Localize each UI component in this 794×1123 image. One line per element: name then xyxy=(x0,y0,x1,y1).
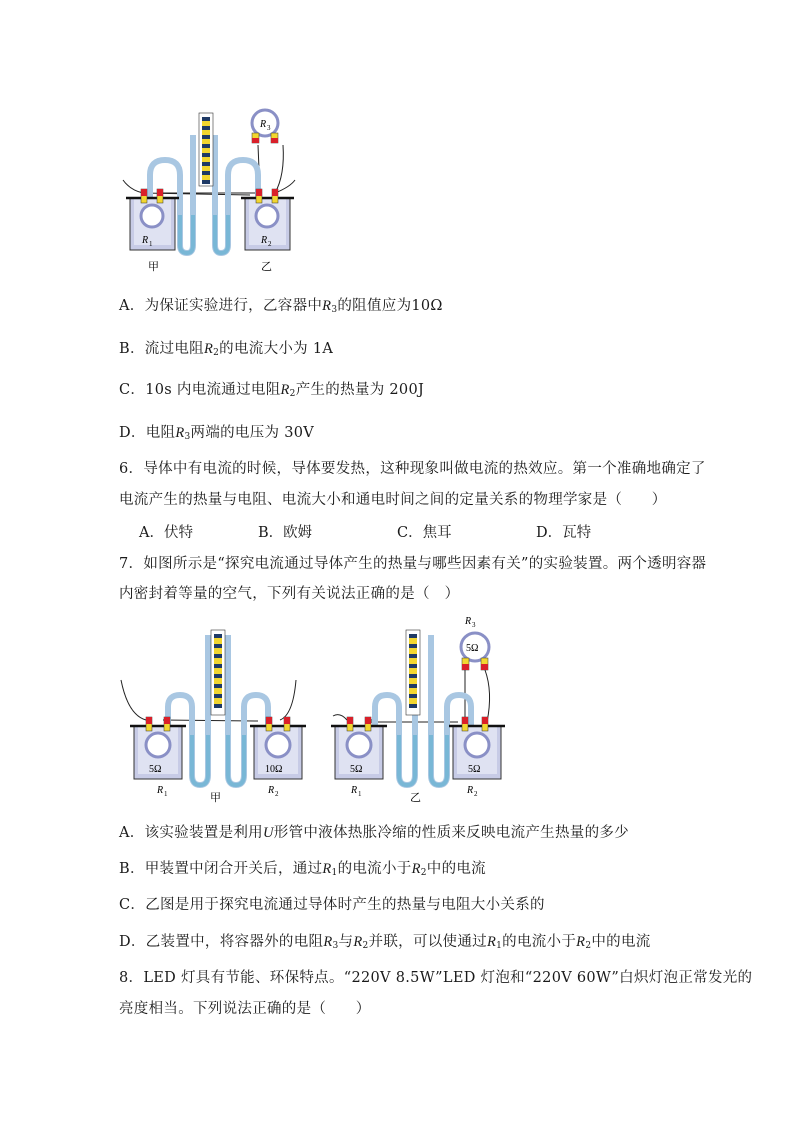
svg-text:R: R xyxy=(157,785,164,796)
fig7-jia-r2-value: 10Ω xyxy=(265,764,283,775)
q7-option-b: B．甲装置中闭合开关后，通过$R_1$的电流小于$R_2$中的电流 xyxy=(119,861,486,878)
q8-text-line1: 8．LED 灯具有节能、环保特点。“220V 8.5W”LED 灯泡和“220V 60W”白炽灯泡正常发光的 xyxy=(119,970,753,986)
q6-option-a: A．伏特 xyxy=(139,525,193,541)
q5-option-c: C．10s 内电流通过电阻$R_2$产生的热量为 200J xyxy=(119,382,425,399)
svg-text:R: R xyxy=(465,616,472,627)
svg-text:R: R xyxy=(268,785,275,796)
q6-text-line2: 电流产生的热量与电阻、电流大小和通电时间之间的定量关系的物理学家是（ ） xyxy=(119,492,667,508)
fig7-yi-r2-value: 5Ω xyxy=(468,764,481,775)
figure-7-yi xyxy=(325,612,505,807)
figure-7-jia xyxy=(118,625,313,805)
svg-text:2: 2 xyxy=(268,240,272,248)
svg-text:1: 1 xyxy=(358,790,362,798)
svg-text:2: 2 xyxy=(275,790,279,798)
svg-text:1: 1 xyxy=(164,790,168,798)
q7-option-c: C．乙图是用于探究电流通过导体时产生的热量与电阻大小关系的 xyxy=(119,897,545,913)
q5-option-d: D．电阻$R_3$两端的电压为 30V xyxy=(119,425,315,442)
svg-text:R: R xyxy=(142,235,149,246)
fig7-r3-value: 5Ω xyxy=(466,643,479,654)
svg-text:3: 3 xyxy=(267,124,271,132)
q6-option-d: D．瓦特 xyxy=(536,525,592,541)
q7-option-a: A．该实验装置是利用U形管中液体热胀冷缩的性质来反映电流产生热量的多少 xyxy=(119,825,629,841)
q7-option-d: D．乙装置中，将容器外的电阻$R_3$与$R_2$并联，可以使通过$R_1$的电流小于$R_2$中的电流 xyxy=(119,934,651,951)
svg-text:2: 2 xyxy=(474,790,478,798)
svg-text:甲: 甲 xyxy=(210,791,221,804)
svg-text:乙: 乙 xyxy=(410,791,421,804)
svg-text:甲: 甲 xyxy=(148,260,159,273)
q6-text-line1: 6．导体中有电流的时候，导体要发热，这种现象叫做电流的热效应。第一个准确地确定了 xyxy=(119,461,706,477)
q6-option-c: C．焦耳 xyxy=(397,525,452,541)
svg-text:R: R xyxy=(261,235,268,246)
fig7-jia-r1-value: 5Ω xyxy=(149,764,162,775)
q6-option-b: B．欧姆 xyxy=(258,525,313,541)
svg-text:乙: 乙 xyxy=(261,260,272,273)
svg-text:R: R xyxy=(467,785,474,796)
q7-text-line1: 7．如图所示是“探究电流通过导体产生的热量与哪些因素有关”的实验装置。两个透明容器 xyxy=(119,556,707,572)
svg-text:3: 3 xyxy=(472,621,476,629)
figure-1-experiment xyxy=(115,105,305,280)
svg-text:R: R xyxy=(351,785,358,796)
q5-option-b: B．流过电阻$R_2$的电流大小为 1A xyxy=(119,341,334,358)
q7-text-line2: 内密封着等量的空气，下列有关说法正确的是（ ） xyxy=(119,586,460,602)
fig7-yi-r1-value: 5Ω xyxy=(350,764,363,775)
q8-text-line2: 亮度相当。下列说法正确的是（ ） xyxy=(119,1001,371,1017)
svg-text:1: 1 xyxy=(149,240,153,248)
svg-text:R: R xyxy=(260,119,267,130)
q5-option-a: A．为保证实验进行，乙容器中$R_3$的阻值应为10Ω xyxy=(119,298,443,315)
